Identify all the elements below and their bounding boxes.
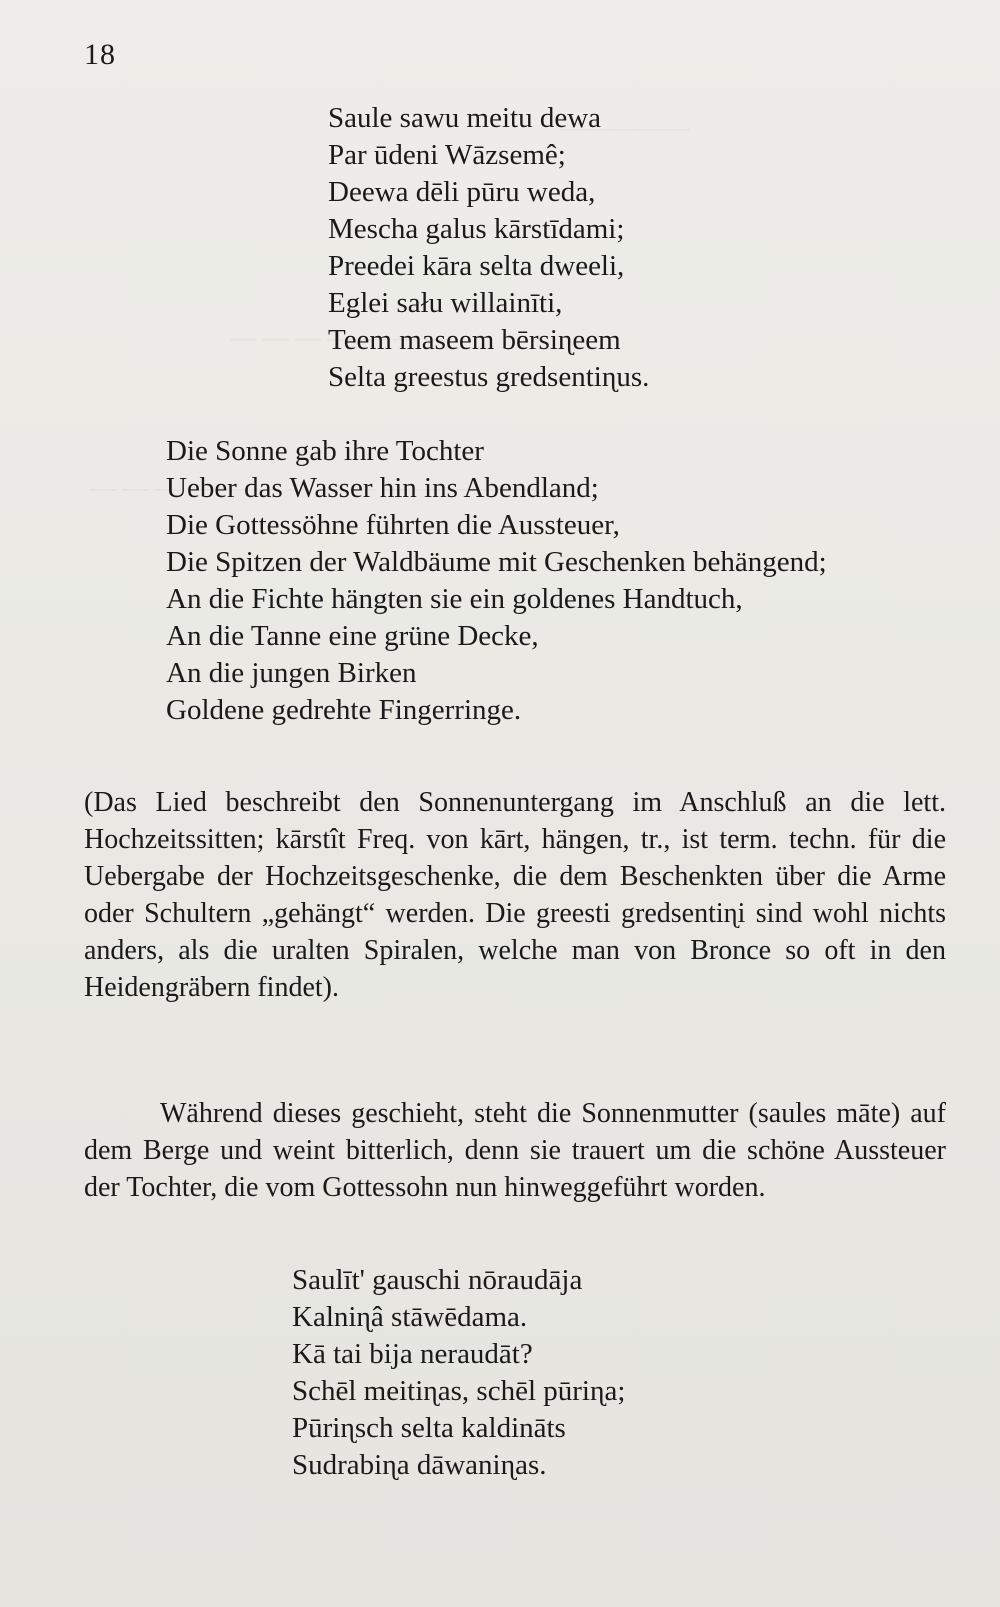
prose-paragraph: Während dieses geschieht, steht die Sonnenmutter (saules māte) auf dem Berge und weint bitterlich, denn sie trauert um die schöne Aussteuer der Tochter, die vom Gottessohn nun hinweggeführt worden.	[84, 1098, 946, 1203]
verse-line: Selta greestus gredsentiɳus.	[328, 361, 650, 393]
translation-line: An die jungen Birken	[166, 657, 417, 689]
translation-line: An die Tanne eine grüne Decke,	[166, 620, 539, 652]
verse-line: Kalniɳâ stāwēdama.	[292, 1301, 528, 1333]
verse-line: Kā tai bija neraudāt?	[292, 1338, 533, 1370]
verse-line: Teem maseem bērsiɳeem	[328, 324, 621, 356]
verse-line: Pūriɳsch selta kaldināts	[292, 1412, 566, 1444]
verse-line: Saulīt' gauschi nōraudāja	[292, 1264, 583, 1296]
page-number: 18	[84, 38, 116, 71]
verse-line: Sudrabiɳa dāwaniɳas.	[292, 1449, 547, 1481]
translation-line: An die Fichte hängten sie ein goldenes Handtuch,	[166, 583, 743, 615]
verse-line: Eglei sału willainīti,	[328, 287, 563, 319]
verse-line: Schēl meitiɳas, schēl pūriɳa;	[292, 1375, 626, 1407]
verse-line: Par ūdeni Wāzsemê;	[328, 139, 566, 171]
verse-line: Deewa dēli pūru weda,	[328, 176, 596, 208]
translation-line: Die Sonne gab ihre Tochter	[166, 435, 484, 467]
latvian-verse-stanza-1	[328, 100, 649, 396]
translation-line: Die Gottessöhne führten die Aussteuer,	[166, 509, 620, 541]
translation-line: Die Spitzen der Waldbäume mit Geschenken behängend;	[166, 546, 827, 578]
translation-line: Goldene gedrehte Fingerringe.	[166, 694, 522, 726]
verse-line: Mescha galus kārstīdami;	[328, 213, 625, 245]
commentary-note: (Das Lied beschreibt den Sonnenuntergang im Anschluß an die lett. Hochzeitssitten; kārstît Freq. von kārt, hängen, tr., ist term. techn. für die Uebergabe der Hochzeitsgeschenke, die dem Beschenkten über die Arme oder Schultern „gehängt“ werden. Die greesti gredsentiɳi sind wohl nichts anders, als die uralten Spiralen, welche man von Bronce so oft in den Heidengräbern findet).	[84, 787, 946, 1003]
latvian-verse-stanza-2	[292, 1262, 625, 1484]
verse-line: Saule sawu meitu dewa	[328, 102, 602, 134]
translation-line: Ueber das Wasser hin ins Abendland;	[166, 472, 599, 504]
german-translation-stanza	[166, 433, 827, 729]
verse-line: Preedei kāra selta dweeli,	[328, 250, 625, 282]
